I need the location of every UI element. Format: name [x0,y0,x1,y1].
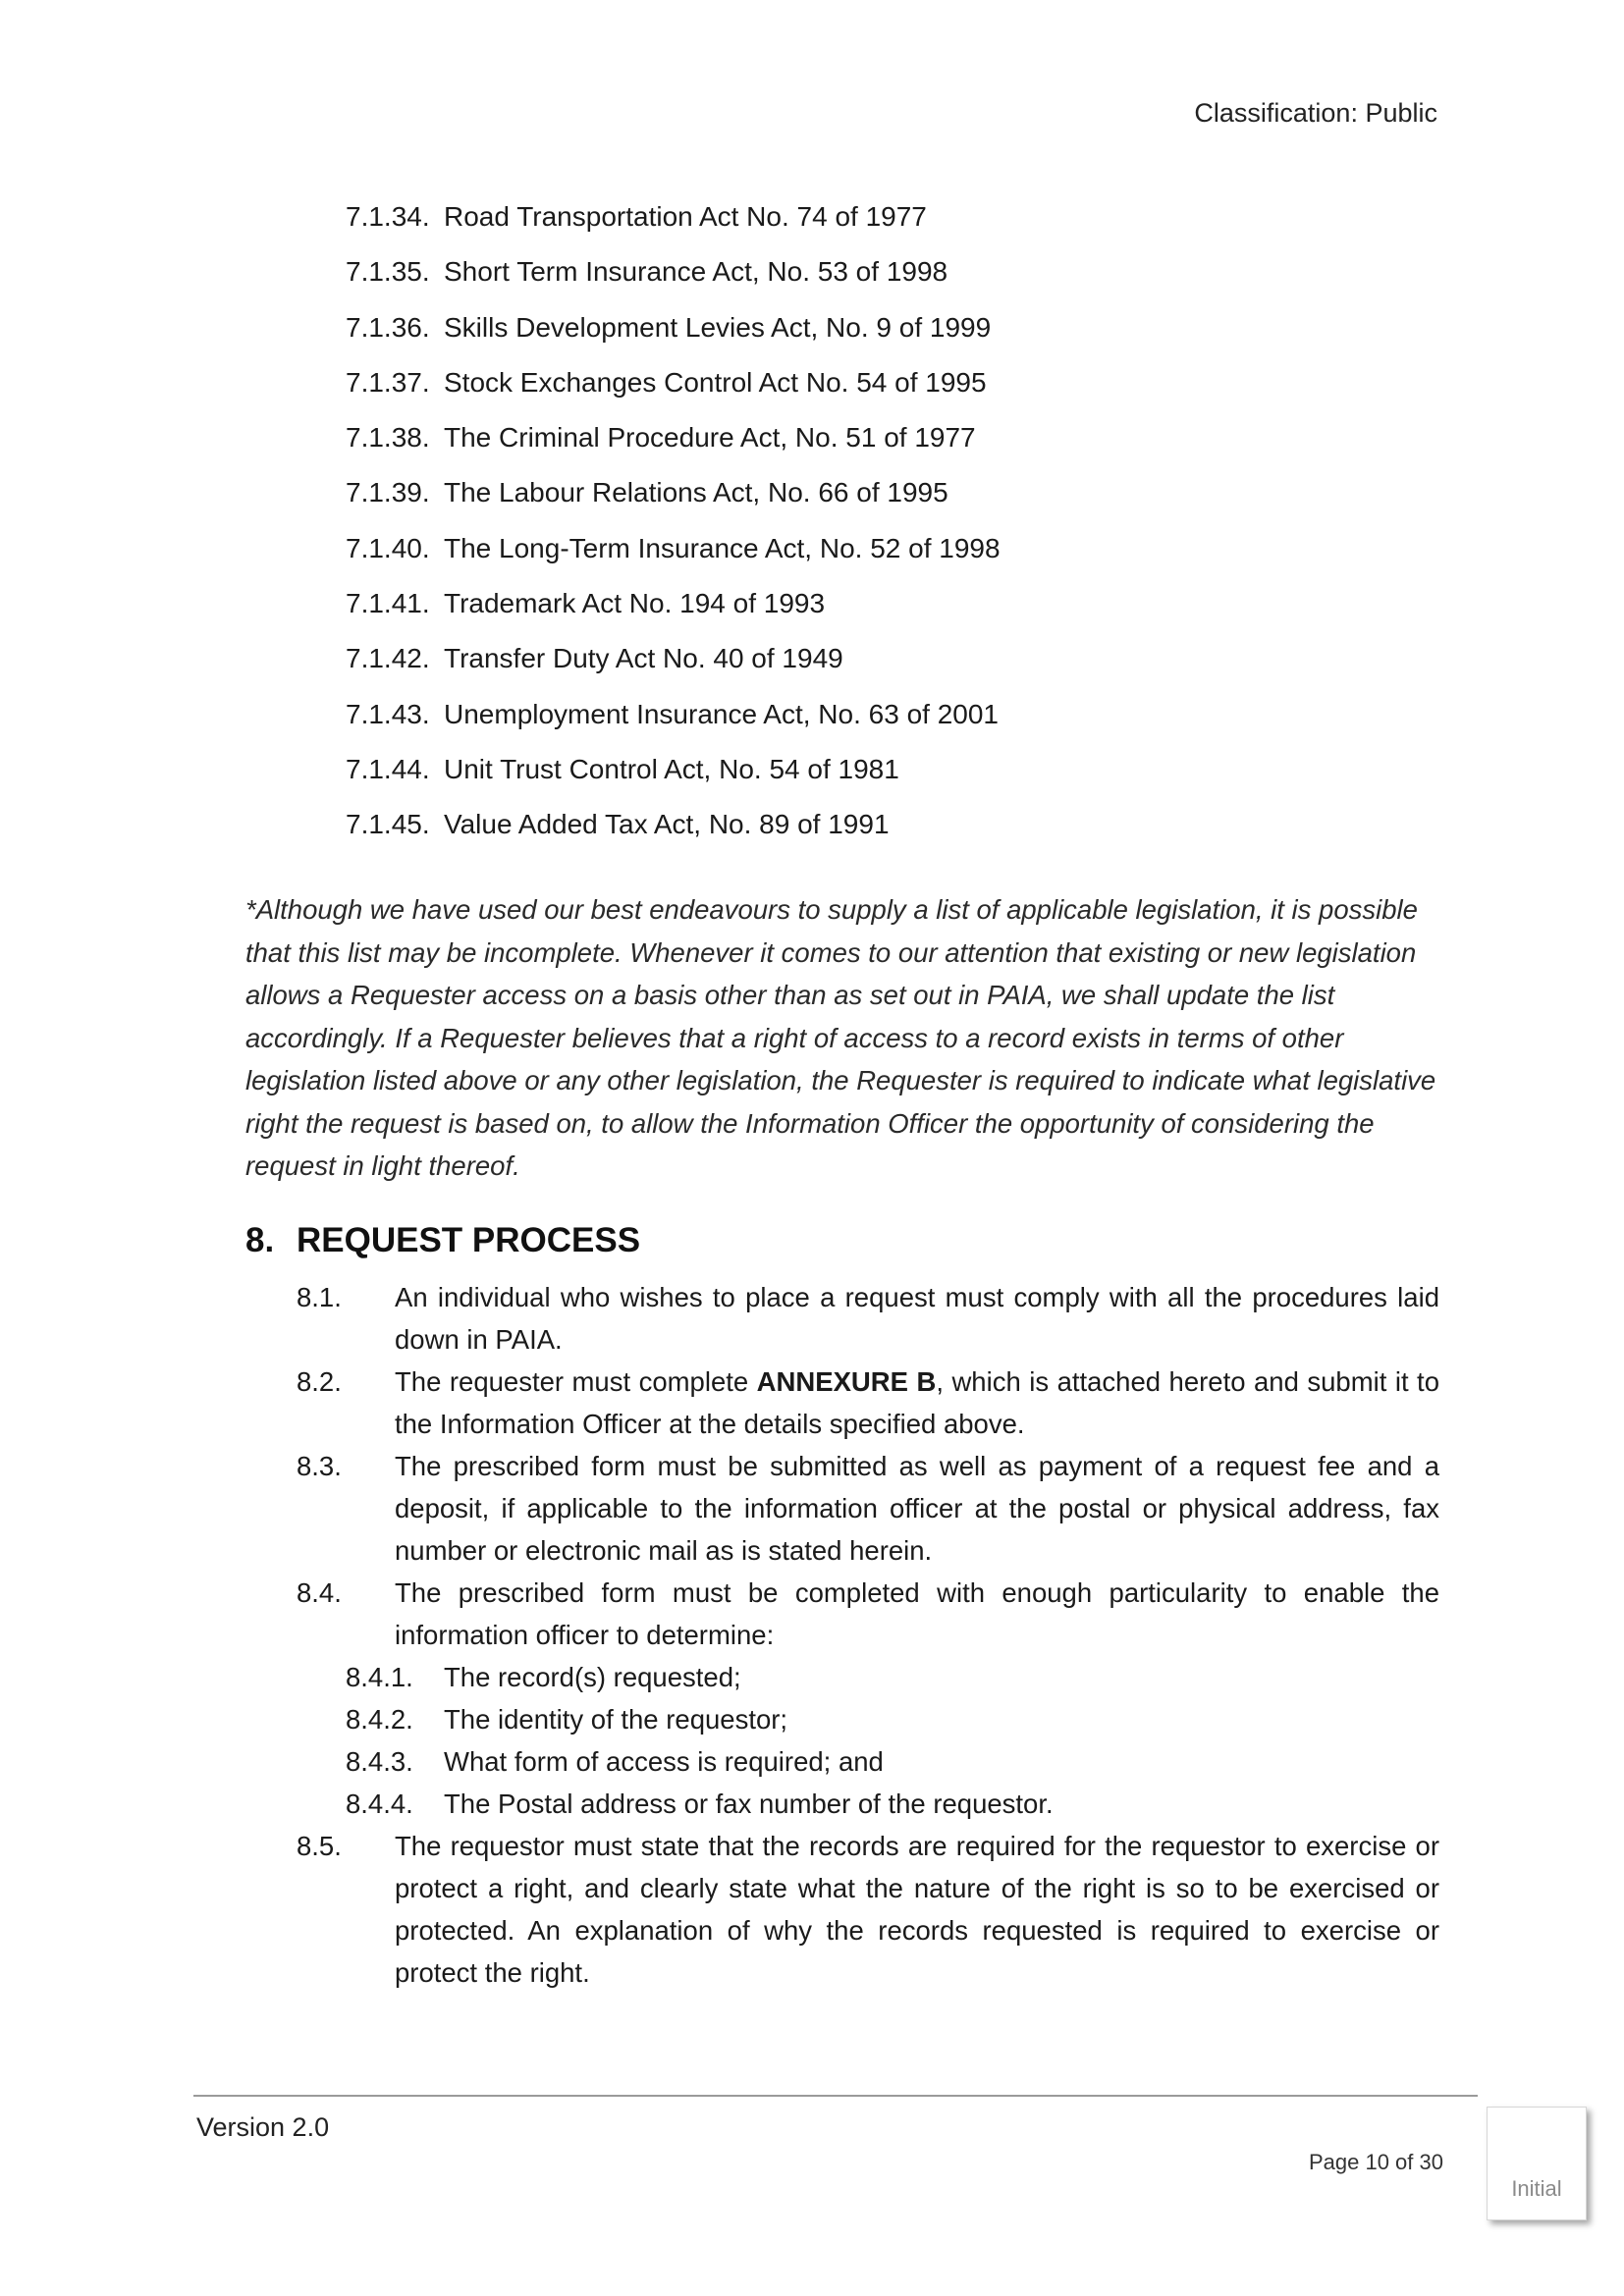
item-number: 7.1.34. [346,201,430,232]
item-text: What form of access is required; and [444,1746,884,1777]
item-number: 8.3. [297,1451,342,1481]
item-text: Unit Trust Control Act, No. 54 of 1981 [444,753,899,784]
list-item [346,196,1001,251]
item-text: Unemployment Insurance Act, No. 63 of 2001 [444,698,999,729]
item-number: 7.1.44. [346,753,430,784]
initial-label: Initial [1511,2176,1562,2201]
item-text: The Postal address or fax number of the requestor. [444,1789,1054,1819]
sub-list-item [346,1656,1439,1698]
list-item [297,1825,1439,1994]
item-number: 8.4.4. [346,1789,413,1819]
item-text: Short Term Insurance Act, No. 53 of 1998 [444,256,948,288]
sub-list [297,1656,1439,1825]
item-text: The record(s) requested; [444,1662,741,1692]
annexure-reference: ANNEXURE B [756,1366,937,1397]
item-number: 7.1.35. [346,256,430,288]
list-item [346,417,1001,472]
item-number: 7.1.42. [346,643,430,674]
item-text: The Labour Relations Act, No. 66 of 1995 [444,477,948,508]
list-item [346,583,1001,638]
sub-list-item [346,1698,1439,1740]
list-item [297,1572,1439,1656]
initial-box[interactable] [1487,2107,1587,2220]
sub-list-item [346,1783,1439,1825]
item-text: Transfer Duty Act No. 40 of 1949 [444,643,843,674]
item-text: The prescribed form must be completed with enough particularity to enable the information officer to determine: [395,1577,1439,1650]
item-number: 8.4.3. [346,1746,413,1777]
item-number: 7.1.41. [346,588,430,619]
classification-label: Classification: Public [1194,98,1437,128]
item-number: 8.1. [297,1282,342,1312]
sub-list-item [346,1740,1439,1783]
list-item [346,251,1001,306]
list-item [346,804,1001,859]
list-item [346,638,1001,693]
section-number: 8. [245,1221,275,1259]
list-item [346,694,1001,749]
list-item [346,307,1001,362]
legislation-list [346,196,1001,860]
item-number: 7.1.40. [346,532,430,563]
version-label: Version 2.0 [196,2112,330,2142]
item-number: 8.5. [297,1831,342,1861]
item-text: Skills Development Levies Act, No. 9 of 1999 [444,311,992,343]
item-number: 7.1.36. [346,311,430,343]
list-item [297,1361,1439,1445]
item-number: 7.1.45. [346,809,430,840]
item-number: 8.2. [297,1366,342,1397]
legislation-disclaimer: *Although we have used our best endeavours to supply a list of applicable legislation, it is possible that this list may be incomplete. Whenever it comes to our attention that existing or new legislation allows a Requester access on a basis other than as set out in PAIA, we shall update the list accordingly. If a Requester believes that a right of access to a record exists in terms of other legislation listed above or any other legislation, the Requester is required to indicate what legislative right the request is based on, to allow the Information Officer the opportunity of considering the request in light thereof. [245,894,1436,1181]
item-text: Value Added Tax Act, No. 89 of 1991 [444,809,890,840]
item-text: The prescribed form must be submitted as well as payment of a request fee and a deposit, if applicable to the information officer at the postal or physical address, fax number or electronic mail as is stated herein. [395,1451,1439,1566]
item-text: The requestor must state that the records are required for the requestor to exercise or protect a right, and clearly state what the nature of the right is so to be exercised or protected. An explanation of why the records requested is required to exercise or protect the right. [395,1831,1439,1988]
item-text: The identity of the requestor; [444,1704,788,1735]
item-text [395,1361,1439,1445]
list-item [297,1445,1439,1572]
section-heading [245,1221,640,1260]
item-text: The Criminal Procedure Act, No. 51 of 1977 [444,422,976,454]
item-number: 8.4.2. [346,1704,413,1735]
item-text: Road Transportation Act No. 74 of 1977 [444,201,927,232]
section-title: REQUEST PROCESS [297,1221,641,1259]
page-number: Page 10 of 30 [1308,2150,1443,2174]
text-segment: , which is attached hereto and submit it to the Information Officer at the details specified above. [395,1366,1439,1439]
item-text: The Long-Term Insurance Act, No. 52 of 1998 [444,532,1001,563]
text-segment: The requester must complete [395,1366,757,1397]
list-item [346,472,1001,527]
item-number: 8.4.1. [346,1662,413,1692]
list-item [346,528,1001,583]
list-item [346,362,1001,417]
list-item [297,1276,1439,1361]
request-process-list [297,1276,1439,1994]
list-item [346,749,1001,804]
item-number: 7.1.37. [346,366,430,398]
sub-list-container [297,1656,1439,1825]
item-number: 7.1.38. [346,422,430,454]
item-number: 7.1.43. [346,698,430,729]
item-number: 7.1.39. [346,477,430,508]
item-number: 8.4. [297,1577,342,1608]
item-text: Trademark Act No. 194 of 1993 [444,588,826,619]
footer-divider [193,2095,1478,2097]
item-text: An individual who wishes to place a request must comply with all the procedures laid down in PAIA. [395,1282,1439,1355]
item-text: Stock Exchanges Control Act No. 54 of 1995 [444,366,987,398]
